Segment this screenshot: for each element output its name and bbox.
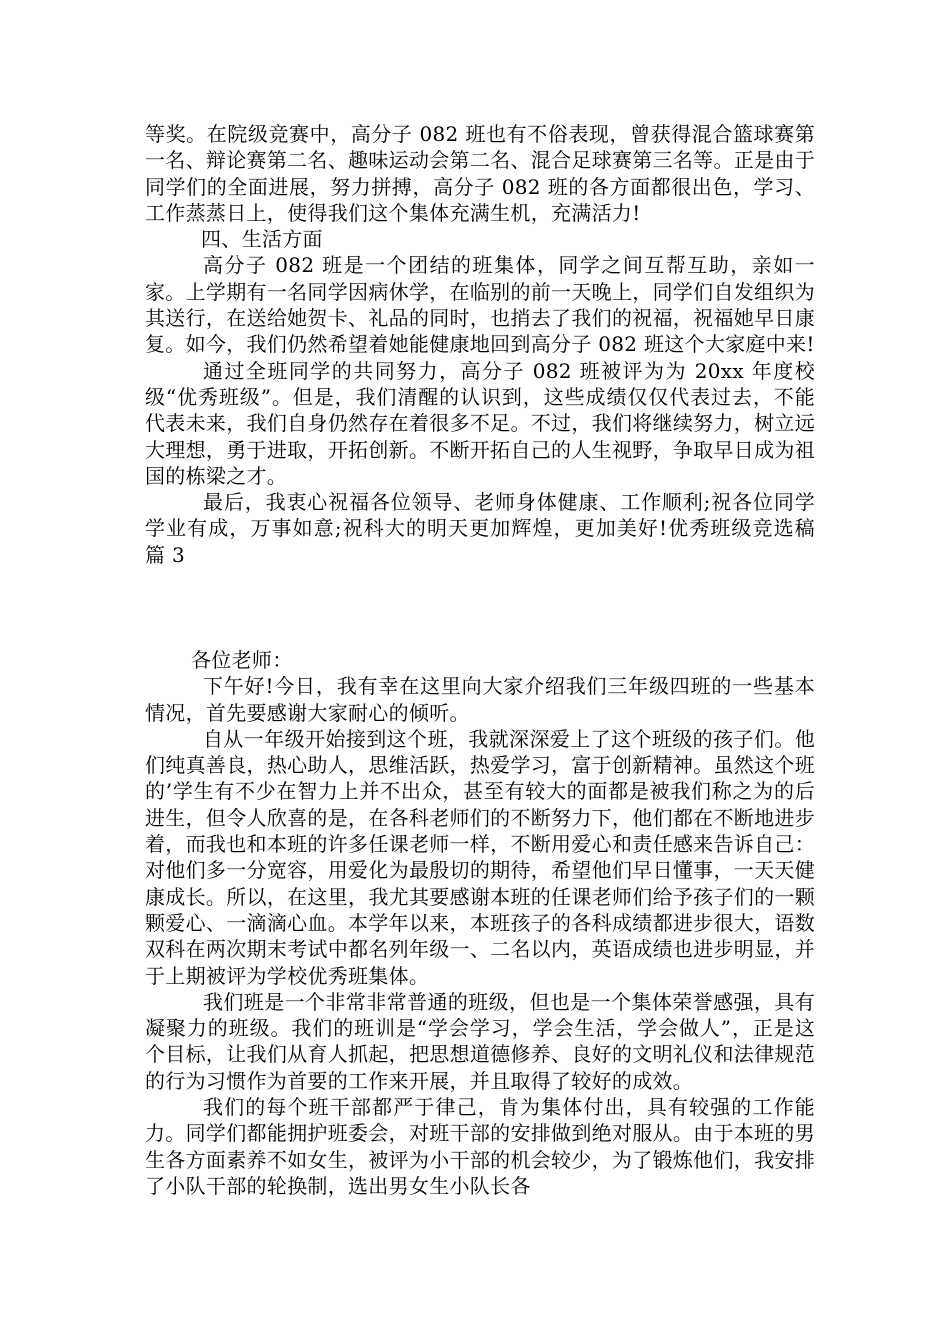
paragraph-awards: 等奖。在院级竞赛中，高分子 082 班也有不俗表现，曾获得混合篮球赛第一名、辩论赛第二名、趣味运动会第二名、混合足球赛第三名等。正是由于同学们的全面进展，努力拼搏，高分子 082 班的各方面都很出色，学习、工作蒸蒸日上，使得我们这个集体充满生机，充满活力! [145,122,815,225]
text-section-1 [145,121,822,568]
text-section-2 [145,647,815,1199]
greeting-line: 各位老师： [191,648,293,672]
paragraph-introduction: 下午好!今日，我有幸在这里向大家介绍我们三年级四班的一些基本情况，首先要感谢大家耐心的倾听。 [145,674,815,725]
paragraph-class-motto: 我们班是一个非常非常普通的班级，但也是一个集体荣誉感强，具有凝聚力的班级。我们的班训是“学会学习，学会生活，学会做人”，正是这个目标，让我们从育人抓起，把思想道德修养、良好的文明礼仪和法律规范的行为习惯作为首要的工作来开展，并且取得了较好的成效。 [145,989,815,1093]
paragraph-class-description: 自从一年级开始接到这个班，我就深深爱上了这个班级的孩子们。他们纯真善良，热心助人，思维活跃，热爱学习，富于创新精神。虽然这个班的’学生有不少在智力上并不出众，甚至有较大的面都是被我们称之为的后进生，但令人欣喜的是，在各科老师们的不断努力下，他们都在不断地进步着，而我也和本班的许多任课老师一样，不断用爱心和责任感来告诉自己：对他们多一分宽容，用爱化为最殷切的期待，希望他们早日懂事，一天天健康成长。所以，在这里，我尤其要感谢本班的任课老师们给予孩子们的一颗颗爱心、一滴滴心血。本学年以来，本班孩子的各科成绩都进步很大，语数双科在两次期末考试中都名列年级一、二名以内，英语成绩也进步明显，并于上期被评为学校优秀班集体。 [145,726,815,988]
paragraph-closing-wishes: 最后，我衷心祝福各位领导、老师身体健康、工作顺利;祝各位同学学业有成，万事如意;祝科大的明天更加辉煌，更加美好!优秀班级竞选稿 篇 3 [145,490,822,567]
section-heading-life: 四、生活方面 [201,227,323,252]
paragraph-class-cadres: 我们的每个班干部都严于律己，肯为集体付出，具有较强的工作能力。同学们都能拥护班委会，对班干部的安排做到绝对服从。由于本班的男生各方面素养不如女生，被评为小干部的机会较少，为了锻炼他们，我安排了小队干部的轮换制，选出男女生小队长各 [145,1095,815,1198]
paragraph-excellent-class: 通过全班同学的共同努力，高分子 082 班被评为为 20xx 年度校级“优秀班级”。但是，我们清醒的认识到，这些成绩仅仅代表过去，不能代表未来，我们自身仍然存在着很多不足。不过，我们将继续努力，树立远大理想，勇于进取，开拓创新。不断开拓自己的人生视野，争取早日成为祖国的栋梁之才。 [145,358,815,488]
paragraph-class-unity: 高分子 082 班是一个团结的班集体，同学之间互帮互助，亲如一家。上学期有一名同学因病休学，在临别的前一天晚上，同学们自发组织为其送行，在送给她贺卡、礼品的同时，也捎去了我们的祝福，祝福她早日康复。如今，我们仍然希望着她能健康地回到高分子 082 班这个大家庭中来! [145,253,815,357]
